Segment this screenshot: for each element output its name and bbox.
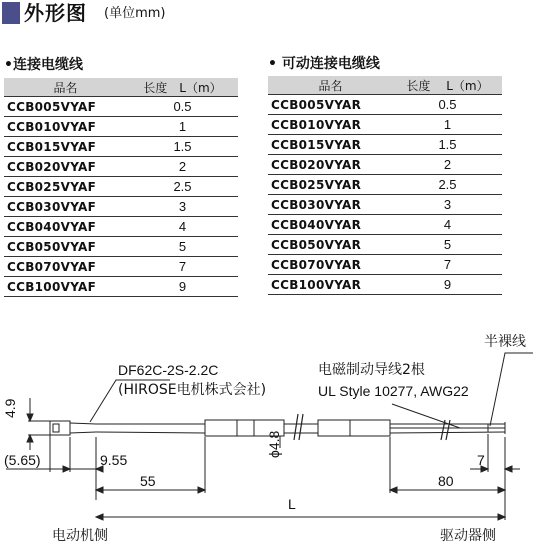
model-cell: CCB010VYAF (4, 117, 127, 137)
model-cell: CCB050VYAR (268, 235, 393, 255)
model-cell: CCB010VYAR (268, 115, 393, 135)
unit-note: (单位mm) (104, 6, 166, 21)
length-cell: 4 (127, 217, 238, 237)
model-cell: CCB030VYAF (4, 197, 127, 217)
model-cell: CCB015VYAR (268, 135, 393, 155)
length-cell: 1.5 (127, 137, 238, 157)
dim-total-length: L (288, 496, 296, 512)
length-cell: 3 (127, 197, 238, 217)
left-col-header-name: 品名 (4, 78, 127, 97)
driver-side-label: 驱动器侧 (440, 528, 496, 544)
length-cell: 3 (393, 195, 502, 215)
model-cell: CCB100VYAF (4, 277, 127, 297)
right-section-title: • 可动连接电缆线 (268, 56, 380, 72)
length-cell: 2.5 (127, 177, 238, 197)
length-cell: 2 (127, 157, 238, 177)
model-cell: CCB015VYAF (4, 137, 127, 157)
length-cell: 9 (393, 275, 502, 295)
model-cell: CCB025VYAR (268, 175, 393, 195)
connector-maker-label: (HIROSE电机株式会社) (118, 382, 267, 398)
model-cell: CCB030VYAR (268, 195, 393, 215)
dim-diameter: ϕ4.8 (266, 430, 282, 458)
length-cell: 0.5 (127, 97, 238, 117)
dim-7: 7 (477, 452, 485, 468)
left-col-header-length: 长度 L（m） (127, 78, 238, 97)
wire-spec-label: UL Style 10277, AWG22 (318, 383, 469, 399)
dim-5-65: (5.65) (4, 452, 41, 468)
right-col-header-length: 长度 L（m） (393, 76, 502, 95)
right-col-header-name: 品名 (268, 76, 393, 95)
model-cell: CCB070VYAF (4, 257, 127, 277)
model-cell: CCB020VYAR (268, 155, 393, 175)
brake-wire-label: 电磁制动导线2根 (318, 362, 425, 378)
model-cell: CCB020VYAF (4, 157, 127, 177)
dim-80: 80 (438, 473, 454, 489)
model-cell: CCB040VYAF (4, 217, 127, 237)
cable-sheath-right (318, 420, 390, 436)
length-cell: 4 (393, 215, 502, 235)
page-title: 外形图 (24, 1, 87, 25)
length-cell: 1 (393, 115, 502, 135)
length-cell: 5 (127, 237, 238, 257)
length-cell: 7 (393, 255, 502, 275)
model-cell: CCB005VYAF (4, 97, 127, 117)
connector-model-label: DF62C-2S-2.2C (118, 362, 219, 378)
dim-55: 55 (140, 473, 156, 489)
model-cell: CCB100VYAR (268, 275, 393, 295)
dim-9-55: 9.55 (100, 452, 128, 468)
model-cell: CCB070VYAR (268, 255, 393, 275)
length-cell: 5 (393, 235, 502, 255)
dim-height-4-9: 4.9 (2, 398, 18, 418)
motor-side-label: 电动机侧 (52, 528, 108, 544)
length-cell: 1 (127, 117, 238, 137)
model-cell: CCB005VYAR (268, 95, 393, 115)
length-cell: 9 (127, 277, 238, 297)
length-cell: 0.5 (393, 95, 502, 115)
length-cell: 7 (127, 257, 238, 277)
model-cell: CCB050VYAF (4, 237, 127, 257)
bare-wire-label: 半裸线 (484, 334, 526, 350)
model-cell: CCB025VYAF (4, 177, 127, 197)
length-cell: 2 (393, 155, 502, 175)
model-cell: CCB040VYAR (268, 215, 393, 235)
length-cell: 1.5 (393, 135, 502, 155)
left-section-title: •连接电缆线 (4, 57, 83, 73)
length-cell: 2.5 (393, 175, 502, 195)
